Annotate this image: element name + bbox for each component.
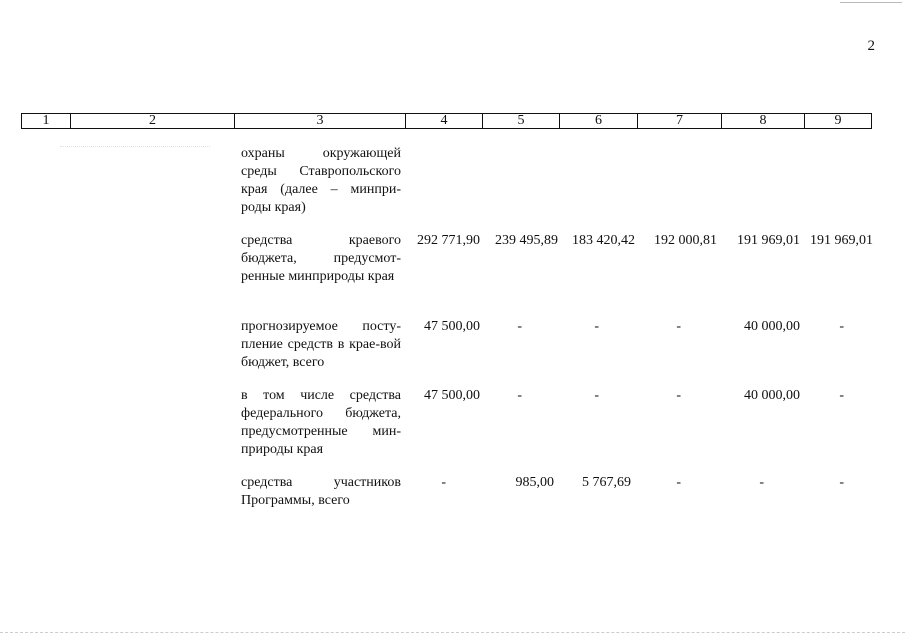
- value-col-6: -: [594, 388, 599, 403]
- value-col-9: 191 969,01: [810, 233, 873, 248]
- row-description: средства участников Программы, всего: [241, 475, 401, 508]
- value-col-8: 40 000,00: [744, 319, 800, 334]
- value-col-7: -: [676, 475, 681, 490]
- value-col-4: 292 771,90: [417, 233, 480, 248]
- row-description: в том числе средства федерального бюджета, предусмотренные мин-природы края: [241, 388, 401, 457]
- header-cell-7: 7: [638, 114, 722, 128]
- value-col-7: -: [676, 388, 681, 403]
- value-col-9: -: [839, 388, 844, 403]
- value-col-7: -: [676, 319, 681, 334]
- bottom-rule: [0, 632, 905, 633]
- value-col-8: -: [759, 475, 764, 490]
- top-rule: [840, 2, 902, 3]
- value-col-9: -: [839, 319, 844, 334]
- header-cell-4: 4: [406, 114, 483, 128]
- value-col-7: 192 000,81: [654, 233, 717, 248]
- header-cell-9: 9: [834, 113, 842, 128]
- header-cell-6: 6: [560, 114, 638, 128]
- value-col-8: 40 000,00: [744, 388, 800, 403]
- table-header-row: [21, 113, 872, 129]
- header-cell-2: 2: [71, 114, 235, 128]
- page-number: 2: [867, 38, 875, 54]
- header-cell-8: 8: [722, 114, 805, 128]
- header-cell-3: 3: [235, 114, 406, 128]
- value-col-6: 183 420,42: [572, 233, 635, 248]
- row-description: охраны окружающей среды Ставропольского края (далее – минпри-роды края): [241, 146, 401, 215]
- value-col-4: 47 500,00: [424, 388, 480, 403]
- value-col-6: -: [594, 319, 599, 334]
- row-description: прогнозируемое посту-пление средств в крае-вой бюджет, всего: [241, 319, 401, 370]
- value-col-5: 239 495,89: [495, 233, 558, 248]
- value-col-5: -: [517, 388, 522, 403]
- header-cell-1: 1: [22, 114, 71, 128]
- value-col-4: -: [441, 475, 446, 490]
- value-col-8: 191 969,01: [737, 233, 800, 248]
- value-col-5: 985,00: [515, 475, 554, 490]
- row-description: средства краевого бюджета, предусмот-ренные минприроды края: [241, 233, 401, 284]
- value-col-4: 47 500,00: [424, 319, 480, 334]
- value-col-9: -: [839, 475, 844, 490]
- header-cell-5: 5: [483, 114, 560, 128]
- value-col-6: 5 767,69: [582, 475, 631, 490]
- faint-mark: [60, 146, 210, 147]
- value-col-5: -: [517, 319, 522, 334]
